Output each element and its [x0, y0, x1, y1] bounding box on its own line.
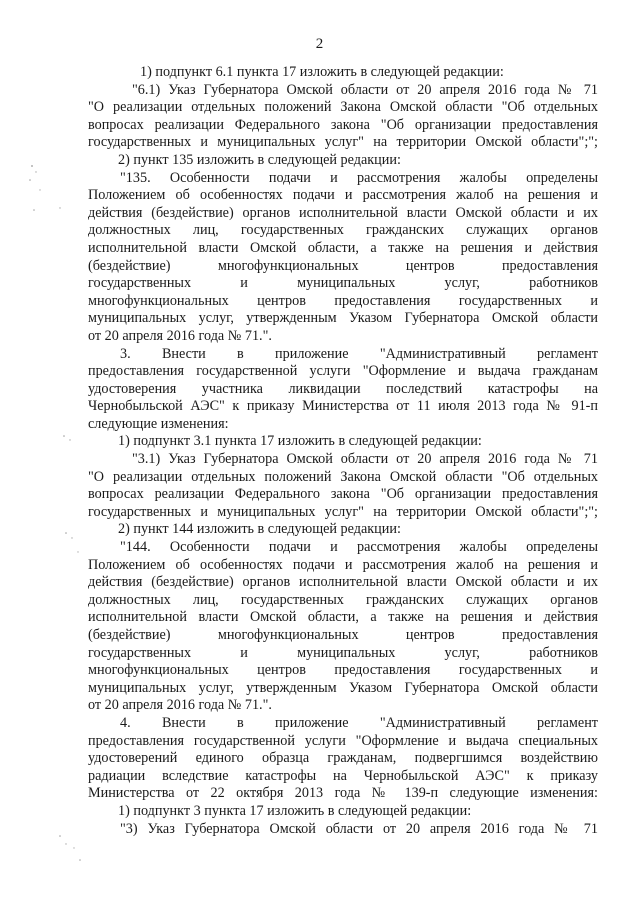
text-line: "О реализации отдельных положений Закона Омской области "Об отдельных [88, 99, 598, 116]
text-line: 2) пункт 144 изложить в следующей редакции: [118, 521, 401, 538]
text-line: 3. Внести в приложение "Административный регламент [120, 345, 598, 362]
text-line: "3) Указ Губернатора Омской области от 20 апреля 2016 года № 71 [120, 820, 598, 837]
text-line: (бездействие) многофункциональных центров предоставления [88, 257, 598, 274]
text-line: "6.1) Указ Губернатора Омской области от 20 апреля 2016 года № 71 [132, 81, 598, 98]
text-line: 2) пункт 135 изложить в следующей редакции: [118, 151, 401, 168]
text-line: должностных лиц, государственных гражданских служащих органов [88, 222, 598, 239]
text-line: предоставления государственной услуги "Оформление и выдача специальных [88, 732, 598, 749]
text-line: "О реализации отдельных положений Закона Омской области "Об отдельных [88, 468, 598, 485]
text-line: радиации вследствие катастрофы на Чернобыльской АЭС" к приказу [88, 767, 598, 784]
text-line: 4. Внести в приложение "Административный регламент [120, 714, 598, 731]
text-line: государственных и муниципальных услуг, работников [88, 644, 598, 661]
text-line: исполнительной власти Омской области, а также на решения и действия [88, 239, 598, 256]
text-line: Положением об особенностях подачи и рассмотрения жалоб на решения и [88, 556, 598, 573]
text-line: вопросах реализации Федерального закона "Об организации предоставления [88, 486, 598, 503]
text-line: "144. Особенности подачи и рассмотрения жалобы определены [120, 539, 598, 556]
document-body [88, 64, 598, 838]
text-line: предоставления государственной услуги "Оформление и выдача гражданам [88, 363, 598, 380]
text-line: удостоверения участника ликвидации последствий катастрофы на [88, 380, 598, 397]
text-line: 1) подпункт 6.1 пункта 17 изложить в следующей редакции: [140, 64, 504, 80]
text-line: "135. Особенности подачи и рассмотрения жалобы определены [120, 169, 598, 186]
text-line: вопросах реализации Федерального закона "Об организации предоставления [88, 116, 598, 133]
text-line: "3.1) Указ Губернатора Омской области от 20 апреля 2016 года № 71 [132, 451, 598, 468]
text-line: государственных и муниципальных услуг, работников [88, 275, 598, 292]
text-line: должностных лиц, государственных гражданских служащих органов [88, 591, 598, 608]
text-line: многофункциональных центров предоставления государственных и [88, 662, 598, 679]
text-line: от 20 апреля 2016 года № 71.". [88, 327, 272, 344]
page-number: 2 [315, 36, 324, 52]
text-line: удостоверений единого образца гражданам, подвергшимся воздействию [88, 750, 598, 767]
text-line: действия (бездействие) органов исполнительной власти Омской области и их [88, 204, 598, 221]
text-line: Положением об особенностях подачи и рассмотрения жалоб на решения и [88, 187, 598, 204]
text-line: государственных и муниципальных услуг" на территории Омской области";"; [88, 503, 598, 520]
text-line: Чернобыльской АЭС" к приказу Министерства от 11 июля 2013 года № 91-п [88, 398, 598, 415]
text-line: муниципальных услуг, утвержденным Указом Губернатора Омской области [88, 310, 598, 327]
text-line: 1) подпункт 3 пункта 17 изложить в следующей редакции: [118, 802, 472, 819]
text-line: многофункциональных центров предоставления государственных и [88, 292, 598, 309]
text-line: 1) подпункт 3.1 пункта 17 изложить в следующей редакции: [118, 433, 482, 450]
text-line: действия (бездействие) органов исполнительной власти Омской области и их [88, 574, 598, 591]
text-line: исполнительной власти Омской области, а также на решения и действия [88, 609, 598, 626]
text-line: (бездействие) многофункциональных центров предоставления [88, 627, 598, 643]
text-line: Министерства от 22 октября 2013 года № 139-п следующие изменения: [88, 785, 598, 802]
text-line: муниципальных услуг, утвержденным Указом Губернатора Омской области [88, 679, 598, 696]
text-line: следующие изменения: [88, 415, 229, 432]
text-line: государственных и муниципальных услуг" на территории Омской области";"; [88, 134, 598, 151]
text-line: от 20 апреля 2016 года № 71.". [88, 697, 272, 714]
